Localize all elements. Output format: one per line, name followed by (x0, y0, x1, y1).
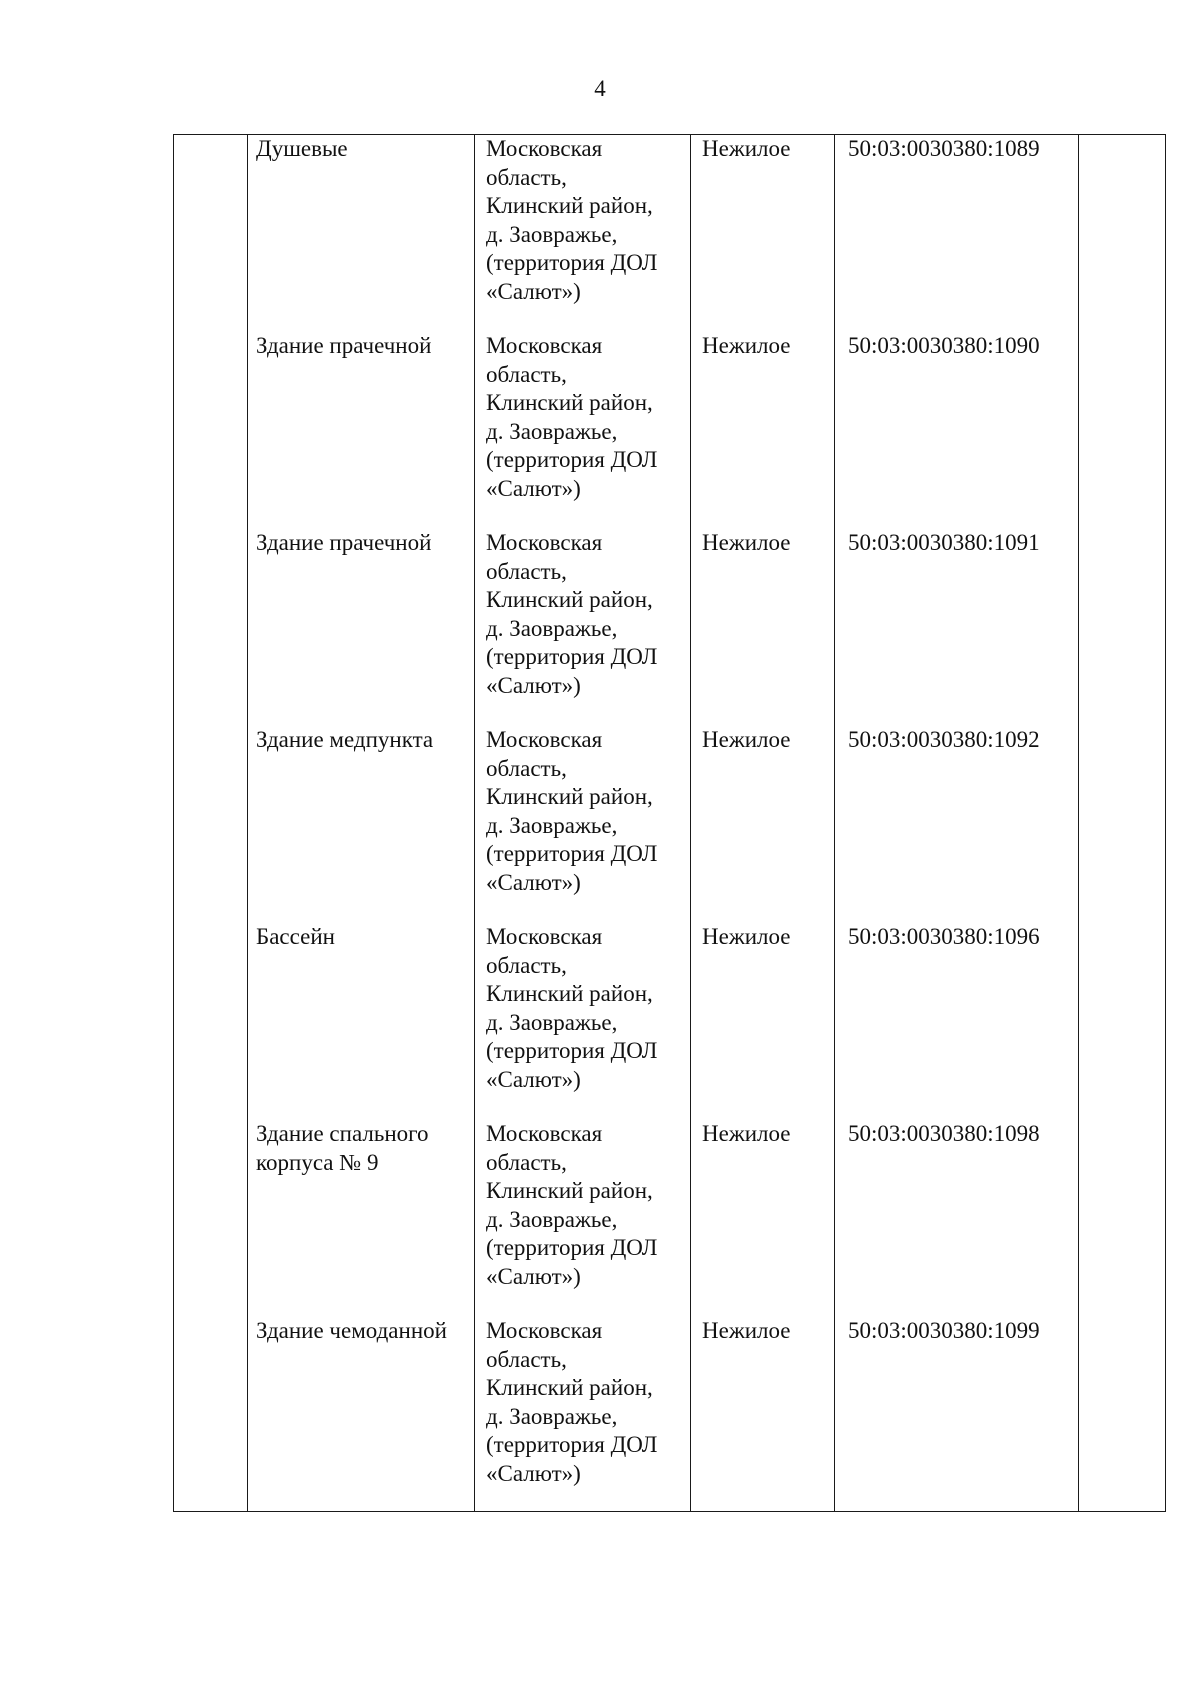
cadastral-number-cell: 50:03:0030380:1099 (848, 1318, 1040, 1343)
object-name-cell: Душевые (256, 136, 348, 161)
table-row (174, 135, 1165, 332)
table-row (174, 923, 1165, 1120)
cadastral-number-cell: 50:03:0030380:1092 (848, 727, 1040, 752)
table-row (174, 1317, 1165, 1514)
object-name-cell: Здание прачечной (256, 530, 432, 555)
address-cell: Московская область, Клинский район, д. Заовражье, (территория ДОЛ «Салют») (486, 727, 658, 895)
address-cell: Московская область, Клинский район, д. Заовражье, (территория ДОЛ «Салют») (486, 333, 658, 501)
purpose-cell: Нежилое (702, 136, 791, 161)
cadastral-number-cell: 50:03:0030380:1098 (848, 1121, 1040, 1146)
cadastral-number-cell: 50:03:0030380:1090 (848, 333, 1040, 358)
page-number: 4 (594, 76, 606, 101)
purpose-cell: Нежилое (702, 530, 791, 555)
cadastral-number-cell: 50:03:0030380:1091 (848, 530, 1040, 555)
address-cell: Московская область, Клинский район, д. Заовражье, (территория ДОЛ «Салют») (486, 1318, 658, 1486)
object-name-cell: Бассейн (256, 924, 335, 949)
object-name-cell: Здание медпункта (256, 727, 434, 752)
purpose-cell: Нежилое (702, 1121, 791, 1146)
address-cell: Московская область, Клинский район, д. Заовражье, (территория ДОЛ «Салют») (486, 1121, 658, 1289)
purpose-cell: Нежилое (702, 727, 791, 752)
purpose-cell: Нежилое (702, 924, 791, 949)
address-cell: Московская область, Клинский район, д. Заовражье, (территория ДОЛ «Салют») (486, 530, 658, 698)
address-cell: Московская область, Клинский район, д. Заовражье, (территория ДОЛ «Салют») (486, 924, 658, 1092)
purpose-cell: Нежилое (702, 333, 791, 358)
cadastral-number-cell: 50:03:0030380:1089 (848, 136, 1040, 161)
purpose-cell: Нежилое (702, 1318, 791, 1343)
object-name-cell: Здание чемоданной (256, 1318, 447, 1343)
object-name-cell: Здание прачечной (256, 333, 432, 358)
property-table (173, 134, 1166, 1512)
address-cell: Московская область, Клинский район, д. Заовражье, (территория ДОЛ «Салют») (486, 136, 658, 304)
object-name-cell: Здание спального корпуса № 9 (256, 1121, 429, 1175)
table-row (174, 1120, 1165, 1317)
table-row (174, 332, 1165, 529)
table-row (174, 726, 1165, 923)
cadastral-number-cell: 50:03:0030380:1096 (848, 924, 1040, 949)
table-row (174, 529, 1165, 726)
